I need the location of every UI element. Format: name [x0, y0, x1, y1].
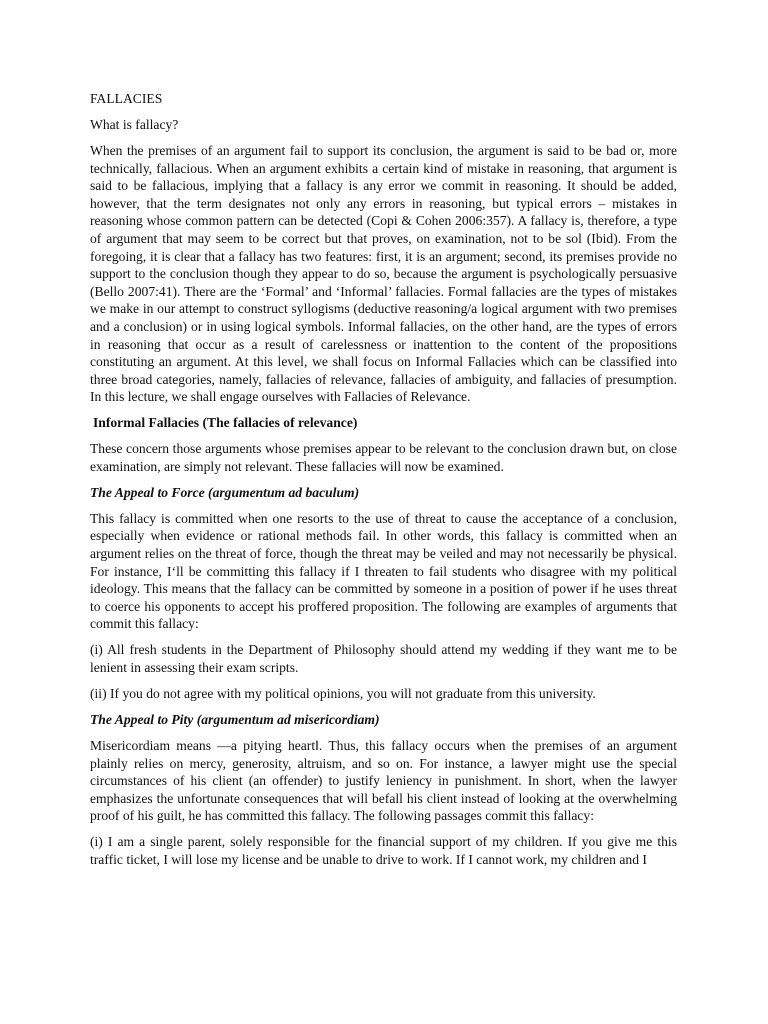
- appeal-to-force-example-2: (ii) If you do not agree with my political opinions, you will not graduate from this university.: [90, 685, 596, 701]
- appeal-to-pity-paragraph: Misericordiam means ―a pitying heart‖. Thus, this fallacy occurs when the premises of an argument plainly relies on mercy, generosity, altruism, and so on. For instance, a lawyer might use the special circumstances of his client (an offender) to justify leniency in punishment. In short, when the lawyer emphasizes the unfortunate consequences that will befall his client instead of looking at the overwhelming proof of his guilt, he has committed this fallacy. The following passages commit this fallacy:: [90, 737, 677, 824]
- document-page: [90, 90, 677, 1024]
- intro-paragraph: When the premises of an argument fail to support its conclusion, the argument is said to be bad or, more technically, fallacious. When an argument exhibits a certain kind of mistake in reasoning, that argument is said to be fallacious, implying that a fallacy is any error we commit in reasoning. It should be added, however, that the term designates not only any errors in reasoning, but typical errors – mistakes in reasoning whose common pattern can be detected (Copi & Cohen 2006:357). A fallacy is, therefore, a type of argument that may seem to be correct but that proves, on examination, not to be sol (Ibid). From the foregoing, it is clear that a fallacy has two features: first, it is an argument; second, its premises provide no support to the conclusion though they appear to do so, because the argument is psychologically persuasive (Bello 2007:41). There are the ‘Formal’ and ‘Informal’ fallacies. Formal fallacies are the types of mistakes we make in our attempt to construct syllogisms (deductive reasoning/a logical argument with two premises and a conclusion) or in using logical symbols. Informal fallacies, on the other hand, are the types of errors in reasoning that occur as a result of carelessness or inattention to the content of the propositions constituting an argument. At this level, we shall focus on Informal Fallacies which can be classified into three broad categories, namely, fallacies of relevance, fallacies of ambiguity, and fallacies of presumption. In this lecture, we shall engage ourselves with Fallacies of Relevance.: [90, 142, 677, 405]
- appeal-to-force-heading: The Appeal to Force (argumentum ad baculum): [90, 484, 360, 500]
- appeal-to-force-paragraph: This fallacy is committed when one resorts to the use of threat to cause the acceptance of a conclusion, especially when evidence or rational methods fail. In other words, this fallacy is committed when an argument relies on the threat of force, though the threat may be veiled and may not necessarily be physical. For instance, I‘ll be committing this fallacy if I threaten to fail students who disagree with my political ideology. This means that the fallacy can be committed by someone in a position of power if he uses threat to coerce his opponents to accept his proffered proposition. The following are examples of arguments that commit this fallacy:: [90, 510, 677, 632]
- informal-fallacies-heading: Informal Fallacies (The fallacies of relevance): [93, 415, 358, 431]
- appeal-to-force-example-1: (i) All fresh students in the Department of Philosophy should attend my wedding if they want me to be lenient in assessing their exam scripts.: [90, 642, 677, 675]
- document-title: FALLACIES: [90, 91, 163, 106]
- appeal-to-pity-heading: The Appeal to Pity (argumentum ad misericordiam): [90, 711, 380, 727]
- appeal-to-pity-example-1: (i) I am a single parent, solely responsible for the financial support of my children. If you give me this traffic ticket, I will lose my license and be unable to drive to work. If I cannot work, my children and I: [90, 834, 677, 867]
- informal-fallacies-paragraph: These concern those arguments whose premises appear to be relevant to the conclusion drawn but, on close examination, are simply not relevant. These fallacies will now be examined.: [90, 441, 677, 474]
- question-heading: What is fallacy?: [90, 116, 179, 132]
